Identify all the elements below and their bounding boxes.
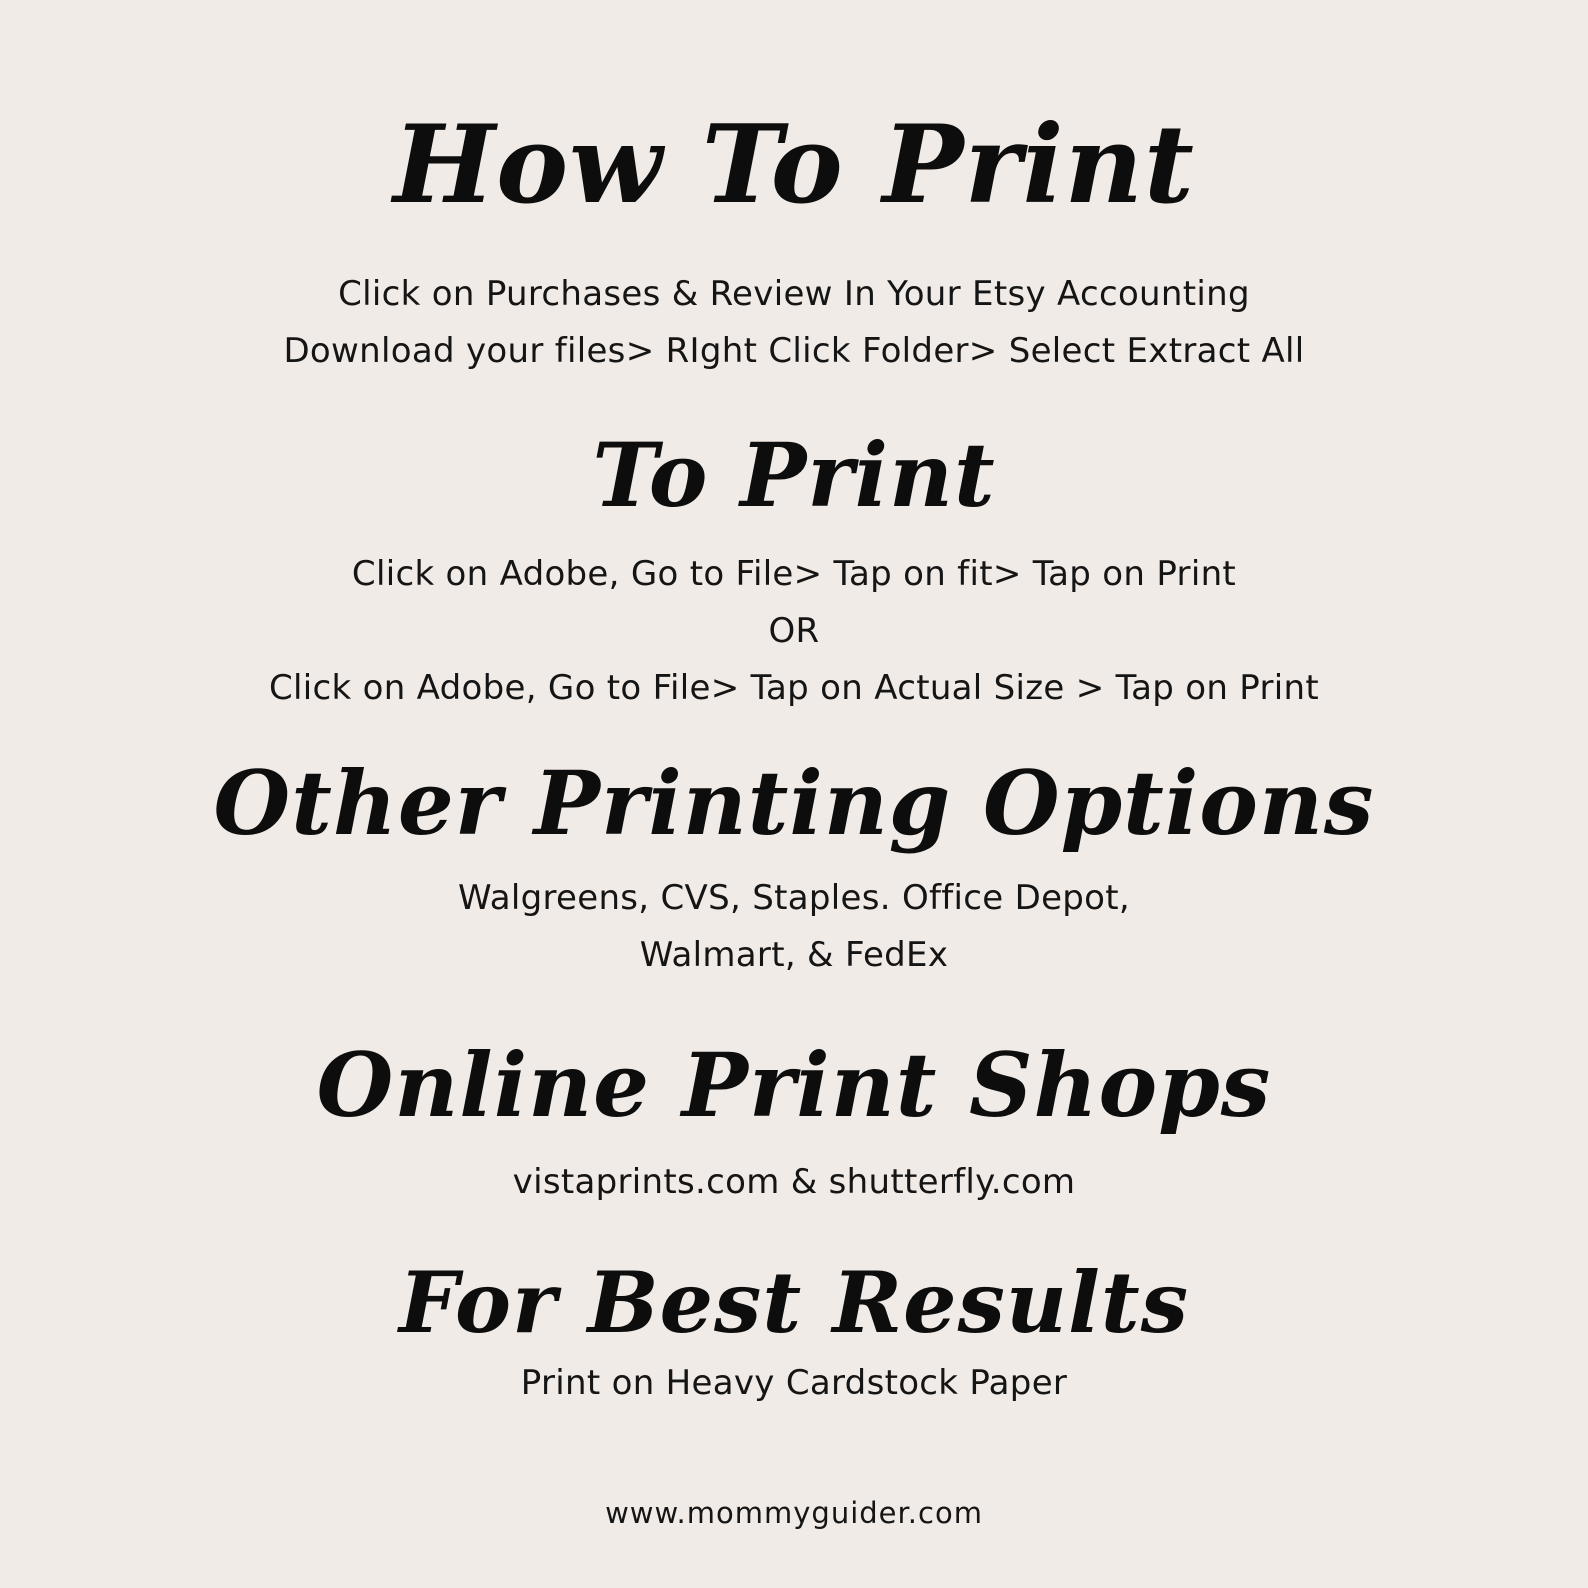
heading-other-printing-options: Other Printing Options (213, 751, 1375, 855)
heading-for-best-results: For Best Results (399, 1253, 1189, 1352)
store-list-line: Walmart, & FedEx (639, 935, 949, 975)
heading-to-print: To Print (592, 423, 996, 527)
instruction-line: Download your files> RIght Click Folder> Select Extract All (283, 331, 1305, 371)
heading-online-print-shops: Online Print Shops (316, 1033, 1272, 1137)
or-separator: OR (768, 611, 820, 651)
store-list-line: Walgreens, CVS, Staples. Office Depot, (457, 878, 1131, 918)
instruction-line: Click on Adobe, Go to File> Tap on Actual Size > Tap on Print (268, 668, 1319, 708)
instruction-line: Click on Adobe, Go to File> Tap on fit> Tap on Print (351, 554, 1237, 594)
best-results-line: Print on Heavy Cardstock Paper (520, 1363, 1068, 1403)
footer-website: www.mommyguider.com (605, 1496, 983, 1530)
instruction-line: Click on Purchases & Review In Your Etsy Accounting (338, 274, 1250, 314)
online-shops-line: vistaprints.com & shutterfly.com (512, 1162, 1076, 1202)
heading-how-to-print: How To Print (393, 102, 1195, 228)
